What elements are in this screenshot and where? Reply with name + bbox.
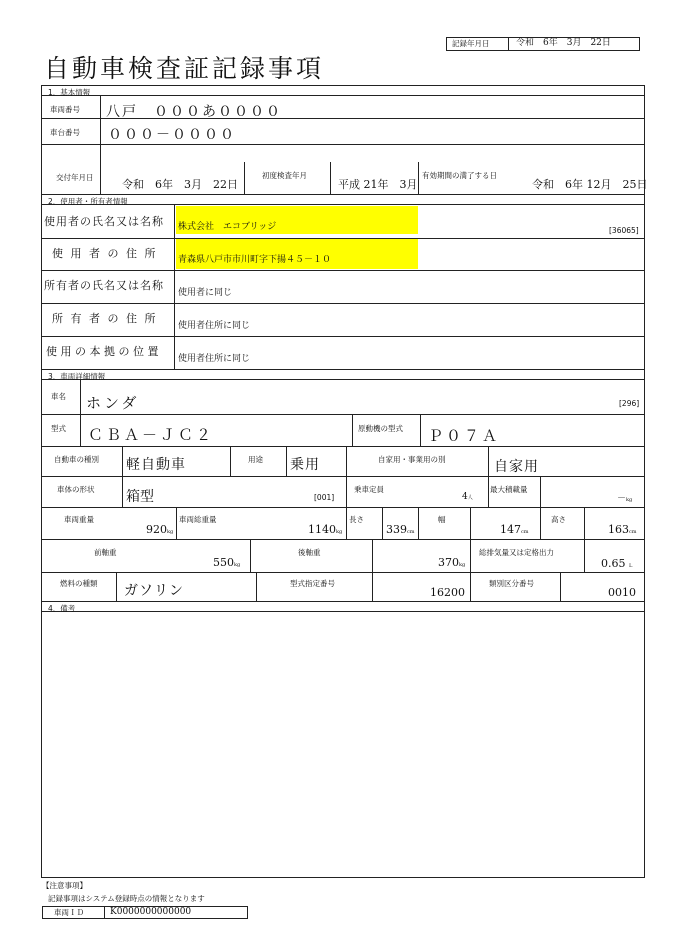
model-label: 型式 <box>51 424 66 433</box>
gross-weight-value: 1140kg <box>308 523 343 536</box>
weight-label: 車両重量 <box>64 515 94 524</box>
fuel-label: 燃料の種類 <box>60 579 98 588</box>
use-value: 乗用 <box>290 457 320 473</box>
front-axle-label: 前軸重 <box>94 548 117 557</box>
plate-value: 八戸 ０００あ００００ <box>106 104 282 120</box>
capacity-value: 4人 <box>462 492 473 502</box>
issue-date-label: 交付年月日 <box>56 173 94 182</box>
body-label: 車体の形状 <box>57 485 95 494</box>
private-label: 自家用・事業用の別 <box>378 455 446 464</box>
capacity-label: 乗車定員 <box>354 485 384 494</box>
user-address-value: 青森県八戸市市川町字下揚４５－１０ <box>178 255 332 265</box>
use-label: 用途 <box>248 455 263 464</box>
expiry-value: 令和 6年 12月 25日 <box>532 178 648 191</box>
chassis-label: 車台番号 <box>50 128 80 137</box>
type-designation-value: 16200 <box>430 586 465 599</box>
issue-date-value: 令和 6年 3月 22日 <box>122 178 238 191</box>
maker-value: ホンダ <box>86 394 140 412</box>
chassis-value: ０００－００００ <box>108 127 236 143</box>
weight-value: 920kg <box>146 523 174 536</box>
width-label: 幅 <box>438 515 446 524</box>
user-name-label: 使用者の氏名又は名称 <box>44 215 164 228</box>
class-number-value: 0010 <box>608 586 636 599</box>
front-axle-value: 550kg <box>213 556 241 569</box>
first-reg-value: 平成 21年 3月 <box>338 178 418 191</box>
engine-label: 原動機の型式 <box>358 424 403 433</box>
length-value: 339cm <box>386 523 415 536</box>
length-label: 長さ <box>349 515 364 524</box>
gross-weight-label: 車両総重量 <box>179 515 217 524</box>
section-owner-header: 2．使用者・所有者情報 <box>41 194 645 205</box>
displacement-value: 0.65 L <box>601 557 633 570</box>
height-label: 高さ <box>551 515 566 524</box>
page-title: 自動車検査証記録事項 <box>44 54 325 83</box>
plate-label: 車両番号 <box>50 105 80 114</box>
notice-title: 【注意事項】 <box>42 881 87 890</box>
width-value: 147cm <box>500 523 529 536</box>
section-vehicle-header: 3．車両詳細情報 <box>41 369 645 380</box>
user-code: [36065] <box>609 226 639 235</box>
private-value: 自家用 <box>494 459 539 475</box>
engine-value: Ｐ０７Ａ <box>428 427 501 445</box>
kind-label: 自動車の種別 <box>54 455 99 464</box>
kind-value: 軽自動車 <box>126 457 186 473</box>
first-reg-label: 初度検査年月 <box>262 171 307 180</box>
displacement-label: 総排気量又は定格出力 <box>479 548 554 557</box>
class-number-label: 類別区分番号 <box>489 579 534 588</box>
owner-address-label: 所 有 者 の 住 所 <box>52 312 158 325</box>
notice-text: 記録事項はシステム登録時点の情報となります <box>48 894 205 903</box>
record-date-label: 記録年月日 <box>452 39 490 48</box>
owner-address-value: 使用者住所に同じ <box>178 321 251 331</box>
record-date-value: 令和 6年 3月 22日 <box>516 38 611 48</box>
body-code: [001] <box>314 493 335 502</box>
base-location-value: 使用者住所に同じ <box>178 354 251 364</box>
rear-axle-value: 370kg <box>438 556 466 569</box>
height-value: 163cm <box>608 523 637 536</box>
user-address-label: 使 用 者 の 住 所 <box>52 247 158 260</box>
payload-label: 最大積載量 <box>490 485 528 494</box>
model-value: ＣＢＡ－ＪＣ２ <box>88 426 215 444</box>
vehicle-id-value: K0000000000000 <box>110 907 192 917</box>
remarks-area <box>42 613 644 877</box>
section-basic-header: 1．基本情報 <box>41 85 645 96</box>
owner-name-label: 所有者の氏名又は名称 <box>44 279 164 292</box>
rear-axle-label: 後軸重 <box>298 548 321 557</box>
body-value: 箱型 <box>126 489 154 505</box>
expiry-label: 有効期間の満了する日 <box>422 171 497 180</box>
fuel-value: ガソリン <box>124 583 184 599</box>
vehicle-id-label: 車両ＩＤ <box>54 908 84 917</box>
base-location-label: 使 用 の 本 拠 の 位 置 <box>46 345 159 358</box>
owner-name-value: 使用者に同じ <box>178 288 233 298</box>
section-remarks-header: 4．備考 <box>41 601 645 612</box>
payload-value: －kg <box>617 494 633 504</box>
user-name-value: 株式会社 エコブリッジ <box>178 222 277 232</box>
maker-code: [296] <box>619 399 640 408</box>
maker-label: 車名 <box>51 392 66 401</box>
type-designation-label: 型式指定番号 <box>290 579 335 588</box>
